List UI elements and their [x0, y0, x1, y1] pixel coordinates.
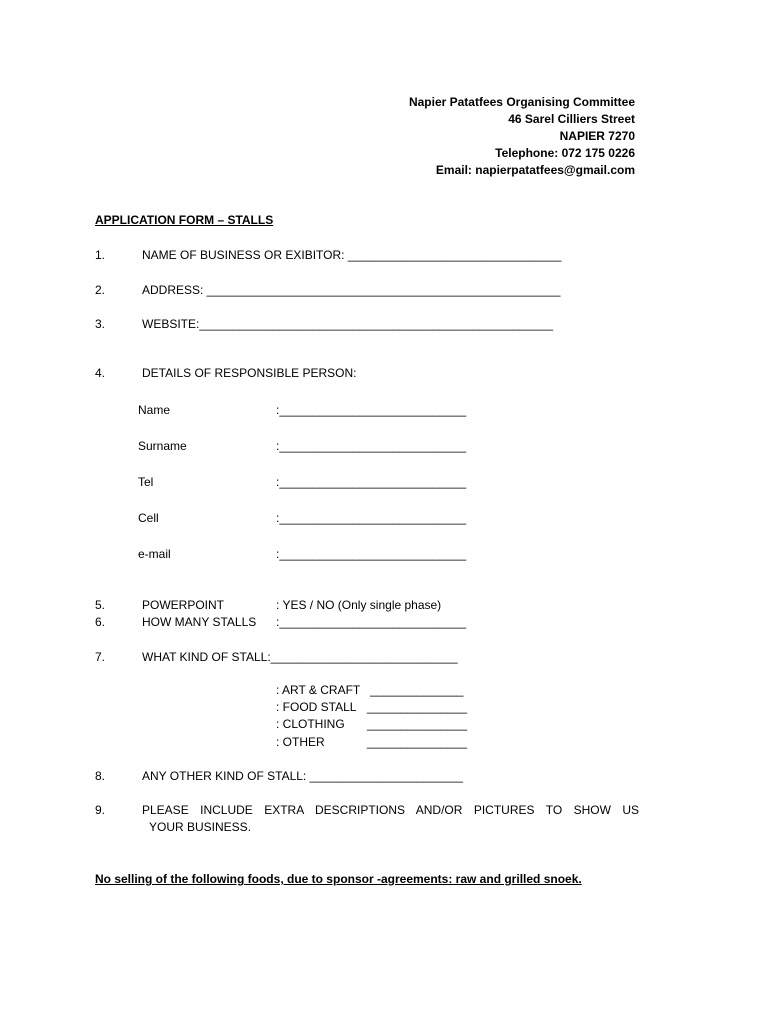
item-number: 5. — [95, 598, 106, 612]
person-tel-label: Tel — [138, 475, 154, 489]
responsible-person-heading: DETAILS OF RESPONSIBLE PERSON: — [142, 366, 357, 380]
item-number: 2. — [95, 283, 106, 297]
person-name-label: Name — [138, 403, 171, 417]
person-surname-label: Surname — [138, 439, 187, 453]
stall-kind-clothing-field[interactable]: _______________ — [367, 717, 468, 731]
item-number: 6. — [95, 615, 106, 629]
website-field[interactable]: WEBSITE:_____________________________________________________ — [142, 317, 554, 331]
extra-descriptions-text: PLEASE INCLUDE EXTRA DESCRIPTIONS AND/OR PICTURES TO SHOW US — [142, 803, 639, 817]
powerpoint-label: POWERPOINT — [142, 598, 225, 612]
item-number: 8. — [95, 769, 106, 783]
address-field[interactable]: ADDRESS: _____________________________________________________ — [142, 283, 561, 297]
person-cell-field[interactable]: :____________________________ — [276, 511, 467, 525]
stall-kind-other-field[interactable]: _______________ — [367, 735, 468, 749]
person-name-field[interactable]: :____________________________ — [276, 403, 467, 417]
stall-kind-other-label: : OTHER — [276, 735, 325, 749]
stall-kind-art-label: : ART & CRAFT — [276, 683, 361, 697]
other-stall-field[interactable]: ANY OTHER KIND OF STALL: _______________________ — [142, 769, 464, 783]
person-cell-label: Cell — [138, 511, 159, 525]
person-email-field[interactable]: :____________________________ — [276, 547, 467, 561]
org-email: Email: napierpatatfees@gmail.com — [435, 163, 635, 177]
org-town: NAPIER 7270 — [559, 129, 635, 143]
form-title: APPLICATION FORM – STALLS — [95, 213, 274, 227]
powerpoint-choice[interactable]: : YES / NO (Only single phase) — [276, 598, 442, 612]
item-number: 3. — [95, 317, 106, 331]
org-street: 46 Sarel Cilliers Street — [508, 112, 635, 126]
org-name: Napier Patatfees Organising Committee — [408, 95, 635, 109]
person-email-label: e-mail — [138, 547, 171, 561]
person-tel-field[interactable]: :____________________________ — [276, 475, 467, 489]
stall-kind-food-label: : FOOD STALL — [276, 700, 357, 714]
person-surname-field[interactable]: :____________________________ — [276, 439, 467, 453]
business-name-field[interactable]: NAME OF BUSINESS OR EXIBITOR: ________________________________ — [142, 248, 562, 262]
stalls-count-label: HOW MANY STALLS — [142, 615, 257, 629]
stall-kind-clothing-label: : CLOTHING — [276, 717, 345, 731]
stall-kind-field[interactable]: WHAT KIND OF STALL:____________________________ — [142, 650, 458, 664]
stall-kind-food-field[interactable]: _______________ — [367, 700, 468, 714]
item-number: 1. — [95, 248, 106, 262]
item-number: 9. — [95, 803, 106, 817]
item-number: 4. — [95, 366, 106, 380]
sponsor-note: No selling of the following foods, due to sponsor -agreements: raw and grilled snoek. — [95, 872, 582, 886]
org-telephone: Telephone: 072 175 0226 — [495, 146, 635, 160]
stalls-count-field[interactable]: :____________________________ — [276, 615, 467, 629]
stall-kind-art-field[interactable]: ______________ — [370, 683, 464, 697]
item-number: 7. — [95, 650, 106, 664]
extra-descriptions-continued: YOUR BUSINESS. — [149, 820, 252, 834]
